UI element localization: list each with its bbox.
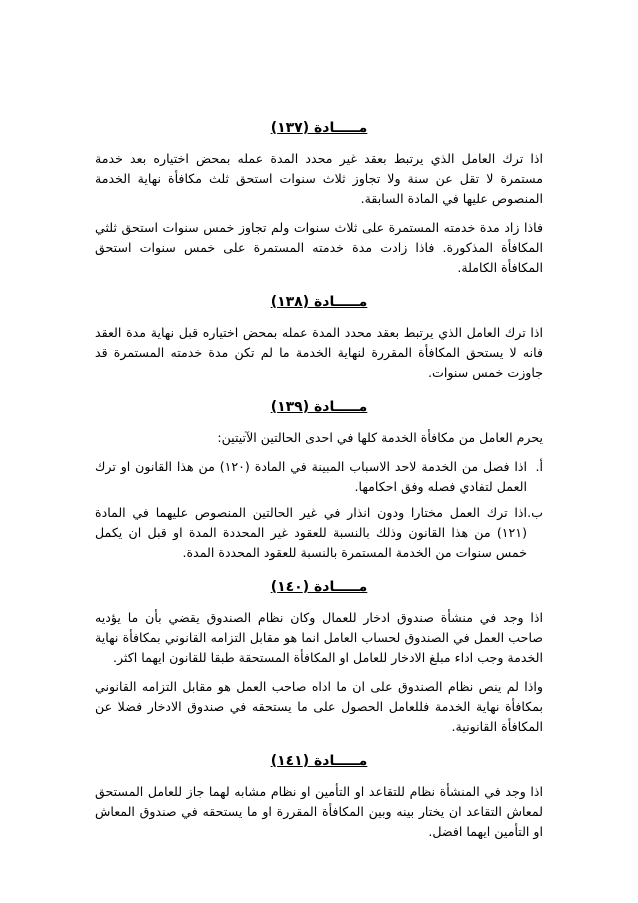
article-137	[95, 118, 543, 278]
article-141	[95, 751, 543, 842]
article-140	[95, 577, 543, 737]
list-item	[95, 457, 543, 497]
list-item	[95, 503, 543, 563]
article-heading: مـــــادة (١٤١)	[270, 753, 368, 769]
paragraph: فاذا زاد مدة خدمته المستمرة على ثلاث سنوات ولم تجاوز خمس سنوات استحق ثلثي المكافأة المذكورة. فاذا زادت مدة خدمته المستمرة على خمس سنوات استحق المكافأة الكاملة.	[95, 220, 543, 275]
list-marker: ب.	[527, 505, 543, 520]
list-marker: أ.	[535, 459, 543, 474]
paragraph: يحرم العامل من مكافأة الخدمة كلها في احدى الحالتين الآتيتين:	[217, 430, 543, 445]
paragraph: واذا لم ينص نظام الصندوق على ان ما اداه صاحب العمل هو مقابل التزامه القانوني بمكافأة نهاية الخدمة فللعامل الحصول على ما يستحقه في صندوق الادخار فضلا عن المكافأة القانونية.	[95, 679, 543, 734]
paragraph: اذا ترك العامل الذي يرتبط بعقد غير محدد المدة عمله بمحض اختياره بعد خدمة مستمرة لا تقل عن سنة ولا تجاوز ثلاث سنوات استحق ثلث مكافأة نهاية الخدمة المنصوص عليها في المادة السابقة.	[95, 151, 543, 206]
list-item-text: اذا ترك العمل مختارا ودون انذار في غير الحالتين المنصوص عليهما في المادة (١٢١) من هذا القانون وذلك بالنسبة للعقود غير المحددة المدة او قبل ان يكمل خمس سنوات من الخدمة المستمرة بالنسبة للعقود المحددة المدة.	[95, 505, 527, 560]
article-139	[95, 397, 543, 563]
paragraph: اذا وجد في المنشأة نظام للتقاعد او التأمين او نظام مشابه لهما جاز للعامل المستحق لمعاش التقاعد ان يختار بينه وبين المكافأة المقررة او ما يستحقه في صندوق المعاش او التأمين ايهما افضل.	[95, 784, 543, 839]
article-heading: مـــــادة (١٣٩)	[270, 399, 368, 415]
paragraph: اذا ترك العامل الذي يرتبط بعقد محدد المدة عمله بمحض اختياره قبل نهاية مدة العقد فانه لا يستحق المكافأة المقررة لنهاية الخدمة ما لم تكن مدة خدمته المستمرة قد جاوزت خمس سنوات.	[95, 325, 543, 380]
article-138	[95, 292, 543, 383]
paragraph: اذا وجد في منشأة صندوق ادخار للعمال وكان نظام الصندوق يقضي بأن ما يؤديه صاحب العمل في الصندوق لحساب العامل انما هو مقابل التزامه القانوني بمكافأة نهاية الخدمة وجب اداء مبلغ الادخار للعامل او المكافأة المستحقة طبقا للقانون ايهما اكثر.	[95, 610, 543, 665]
article-heading: مـــــادة (١٣٨)	[270, 294, 368, 310]
article-heading: مـــــادة (١٣٧)	[270, 120, 368, 136]
list-item-text: اذا فصل من الخدمة لاحد الاسباب المبينة في المادة (١٢٠) من هذا القانون او ترك العمل لتفادي فصله وفق احكامها.	[95, 459, 528, 494]
article-heading: مـــــادة (١٤٠)	[270, 579, 368, 595]
